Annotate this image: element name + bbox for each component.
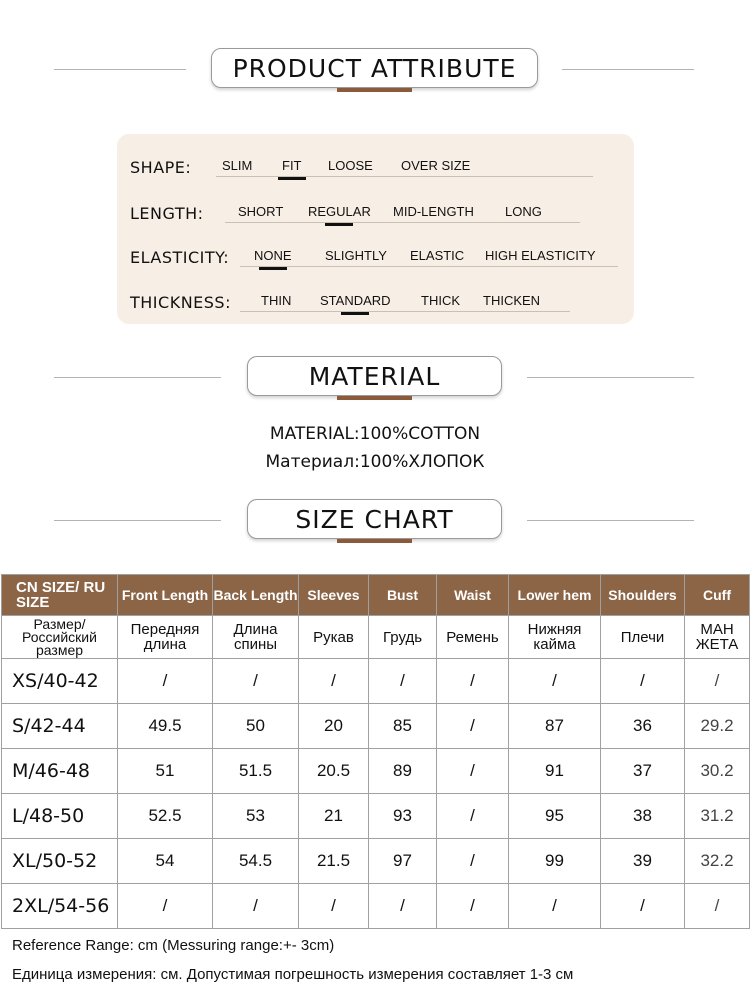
- measurement-cell: 20.5: [299, 749, 369, 794]
- measurement-cell: 31.2: [685, 794, 750, 839]
- measurement-cell: 99: [509, 839, 601, 884]
- measurement-cell: 51.5: [213, 749, 299, 794]
- divider-left: [54, 520, 221, 521]
- measurement-cell: /: [437, 884, 509, 929]
- table-row: [2, 704, 750, 749]
- attribute-panel: [117, 134, 634, 324]
- material-en: MATERIAL:100%COTTON: [269, 424, 481, 444]
- attr-option: SLIM: [222, 158, 253, 173]
- measurement-cell: 50: [213, 704, 299, 749]
- measurement-cell: /: [437, 704, 509, 749]
- attr-option-selected: STANDARD: [320, 293, 391, 308]
- col-header: Shoulders: [601, 575, 685, 616]
- measurement-cell: 39: [601, 839, 685, 884]
- measurement-cell: /: [509, 884, 601, 929]
- attr-option: ELASTIC: [410, 248, 465, 263]
- col-subheader: Грудь: [369, 616, 437, 659]
- measurement-cell: 93: [369, 794, 437, 839]
- table-subheader-row: [2, 616, 750, 659]
- attr-row-thickness: [117, 277, 634, 317]
- col-subheader: Размер/ Российский размер: [2, 616, 118, 659]
- measurement-cell: 20: [299, 704, 369, 749]
- col-subheader: Рукав: [299, 616, 369, 659]
- table-row: [2, 884, 750, 929]
- col-header: Lower hem: [509, 575, 601, 616]
- material-header: [0, 356, 750, 404]
- measurement-cell: 89: [369, 749, 437, 794]
- attr-option: THICKEN: [483, 293, 541, 308]
- measurement-cell: /: [509, 659, 601, 704]
- size-cell: L/48-50: [2, 794, 118, 839]
- measurement-cell: 21: [299, 794, 369, 839]
- measurement-cell: 54: [118, 839, 213, 884]
- attr-option: OVER SIZE: [401, 158, 471, 173]
- measurement-cell: /: [601, 659, 685, 704]
- size-cell: XL/50-52: [2, 839, 118, 884]
- divider-right: [562, 69, 694, 70]
- attr-option: MID-LENGTH: [393, 204, 474, 219]
- attr-option-selected: FIT: [282, 158, 302, 173]
- col-header: Waist: [437, 575, 509, 616]
- attr-label: SHAPE:: [130, 158, 192, 177]
- product-attribute-header: [0, 48, 750, 96]
- measurement-cell: /: [299, 659, 369, 704]
- col-subheader: Передняя длина: [118, 616, 213, 659]
- measurement-cell: 36: [601, 704, 685, 749]
- measurement-cell: /: [369, 659, 437, 704]
- title-accent: [337, 396, 412, 400]
- measurement-cell: /: [437, 794, 509, 839]
- measurement-cell: /: [601, 884, 685, 929]
- measurement-cell: /: [437, 749, 509, 794]
- col-subheader: Нижняя кайма: [509, 616, 601, 659]
- attr-option: LOOSE: [328, 158, 373, 173]
- size-cell: 2XL/54-56: [2, 884, 118, 929]
- attr-options: [240, 232, 618, 267]
- divider-left: [54, 377, 221, 378]
- attr-options: [216, 142, 593, 177]
- title-accent: [337, 539, 412, 543]
- measurement-cell: /: [118, 884, 213, 929]
- attr-options: [225, 188, 580, 223]
- measurement-cell: 95: [509, 794, 601, 839]
- col-subheader: МАН ЖЕТА: [685, 616, 750, 659]
- measurement-cell: 91: [509, 749, 601, 794]
- measurement-cell: 87: [509, 704, 601, 749]
- section-title: SIZE CHART: [247, 499, 502, 539]
- table-row: [2, 749, 750, 794]
- reference-range-ru: Единица измерения: см. Допустимая погрешность измерения составляет 1-3 см: [12, 966, 574, 983]
- measurement-cell: /: [437, 839, 509, 884]
- attr-option: HIGH ELASTICITY: [485, 248, 596, 263]
- measurement-cell: 51: [118, 749, 213, 794]
- attr-option: LONG: [505, 204, 542, 219]
- measurement-cell: 37: [601, 749, 685, 794]
- attr-option: THIN: [261, 293, 292, 308]
- col-header: Bust: [369, 575, 437, 616]
- measurement-cell: 32.2: [685, 839, 750, 884]
- measurement-cell: /: [118, 659, 213, 704]
- attr-options: [240, 277, 570, 312]
- table-row: [2, 659, 750, 704]
- divider-right: [527, 520, 694, 521]
- attr-label: LENGTH:: [130, 204, 204, 223]
- measurement-cell: /: [299, 884, 369, 929]
- section-title: PRODUCT ATTRIBUTE: [211, 48, 538, 88]
- attr-option: SLIGHTLY: [325, 248, 387, 263]
- measurement-cell: 30.2: [685, 749, 750, 794]
- col-subheader: Ремень: [437, 616, 509, 659]
- measurement-cell: /: [213, 884, 299, 929]
- col-header: Sleeves: [299, 575, 369, 616]
- attr-label: THICKNESS:: [130, 293, 231, 312]
- col-subheader: Длина спины: [213, 616, 299, 659]
- reference-range-en: Reference Range: cm (Messuring range:+- 3cm): [12, 937, 335, 954]
- col-header: Cuff: [685, 575, 750, 616]
- measurement-cell: 97: [369, 839, 437, 884]
- size-cell: S/42-44: [2, 704, 118, 749]
- section-title: MATERIAL: [247, 356, 502, 396]
- material-ru: Материал:100%ХЛОПОК: [265, 452, 485, 472]
- measurement-cell: /: [213, 659, 299, 704]
- measurement-cell: 53: [213, 794, 299, 839]
- title-accent: [337, 88, 412, 92]
- measurement-cell: 49.5: [118, 704, 213, 749]
- table-row: [2, 839, 750, 884]
- attr-row-elasticity: [117, 232, 634, 272]
- size-chart-table: [1, 574, 750, 929]
- attr-label: ELASTICITY:: [130, 248, 230, 267]
- attr-row-length: [117, 188, 634, 228]
- attr-row-shape: [117, 142, 634, 182]
- col-header: CN SIZE/ RU SIZE: [2, 575, 118, 616]
- col-header: Front Length: [118, 575, 213, 616]
- col-subheader: Плечи: [601, 616, 685, 659]
- size-cell: M/46-48: [2, 749, 118, 794]
- attr-option: THICK: [421, 293, 460, 308]
- size-chart-header: [0, 499, 750, 547]
- measurement-cell: /: [685, 659, 750, 704]
- measurement-cell: 38: [601, 794, 685, 839]
- measurement-cell: /: [437, 659, 509, 704]
- measurement-cell: /: [685, 884, 750, 929]
- attr-option: SHORT: [238, 204, 284, 219]
- measurement-cell: 85: [369, 704, 437, 749]
- size-cell: XS/40-42: [2, 659, 118, 704]
- measurement-cell: 21.5: [299, 839, 369, 884]
- col-header: Back Length: [213, 575, 299, 616]
- divider-left: [54, 69, 186, 70]
- measurement-cell: /: [369, 884, 437, 929]
- measurement-cell: 29.2: [685, 704, 750, 749]
- table-row: [2, 794, 750, 839]
- measurement-cell: 54.5: [213, 839, 299, 884]
- attr-option-selected: REGULAR: [308, 204, 371, 219]
- attr-option-selected: NONE: [254, 248, 292, 263]
- table-header-row: [2, 575, 750, 616]
- divider-right: [527, 377, 694, 378]
- measurement-cell: 52.5: [118, 794, 213, 839]
